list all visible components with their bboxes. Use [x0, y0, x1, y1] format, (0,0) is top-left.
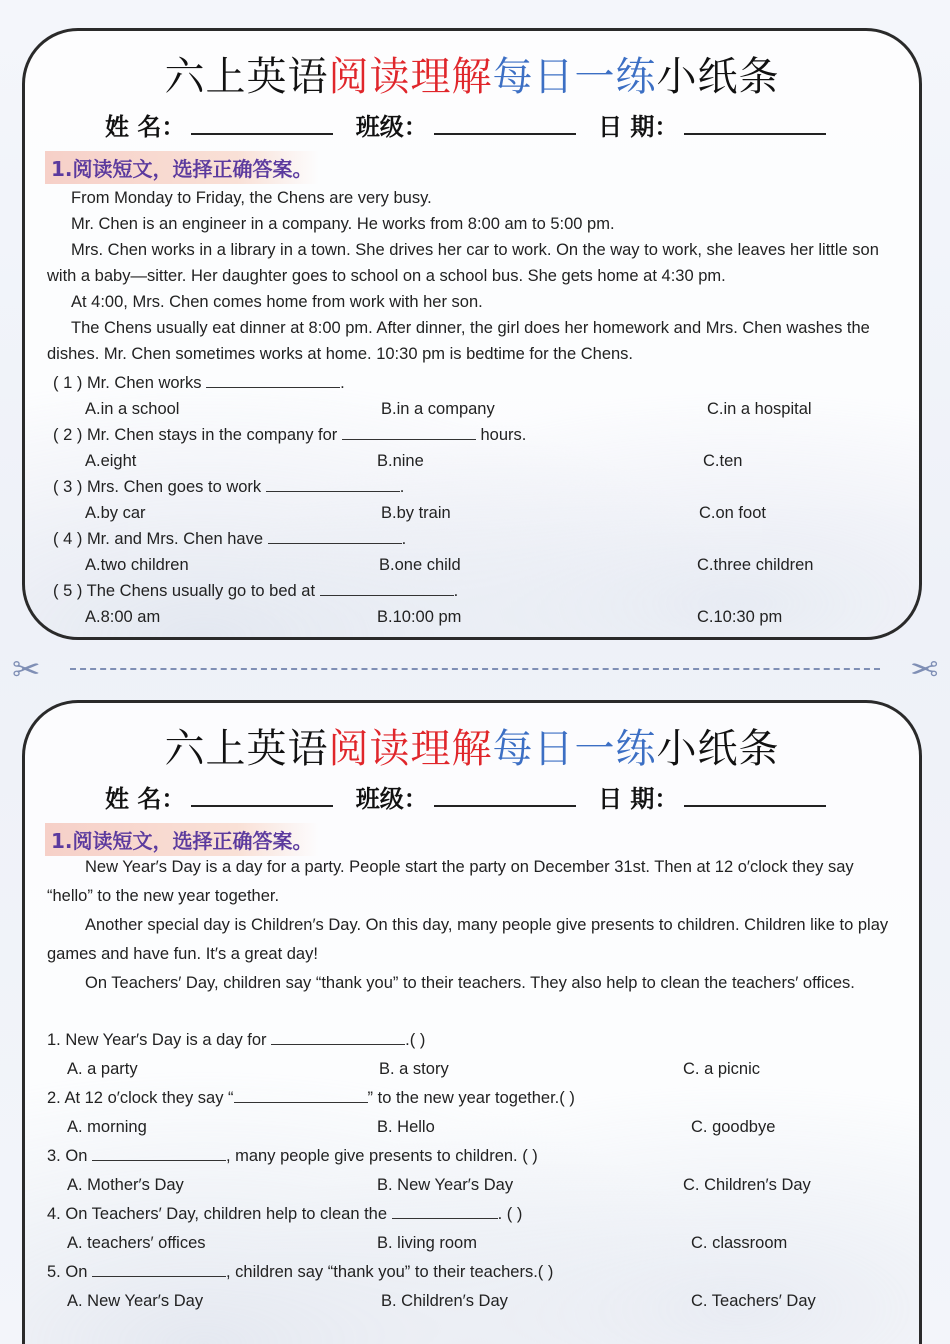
question-stem: New Year′s Day is a day for	[65, 1031, 267, 1049]
question-tail: .( )	[405, 1031, 426, 1049]
date-label: 日 期：	[598, 113, 679, 141]
passage-paragraph: From Monday to Friday, the Chens are very busy.	[71, 189, 432, 207]
option-c[interactable]: C.10:30 pm	[697, 608, 783, 626]
worksheet-card-2	[22, 700, 922, 1344]
options-row	[47, 396, 903, 422]
options-row	[47, 1171, 903, 1200]
options-row	[47, 1055, 903, 1084]
option-c[interactable]: C. classroom	[691, 1234, 788, 1252]
class-label: 班级：	[355, 113, 428, 141]
question-tail: hours.	[480, 426, 527, 444]
options-row	[47, 604, 903, 630]
question-tail: . ( )	[497, 1205, 523, 1223]
question-stem: On	[65, 1263, 88, 1281]
question-row	[47, 1200, 903, 1229]
page-title	[25, 717, 919, 774]
question-row	[47, 1258, 903, 1287]
answer-blank[interactable]	[320, 579, 454, 596]
question-row	[47, 1026, 903, 1055]
option-b[interactable]: B.by train	[381, 504, 451, 522]
title-part-2: 阅读理解	[328, 54, 493, 100]
option-a[interactable]: A. morning	[67, 1118, 147, 1136]
option-c[interactable]: C. Children′s Day	[683, 1176, 811, 1194]
option-c[interactable]: C.on foot	[699, 504, 766, 522]
date-label: 日 期：	[598, 785, 679, 813]
name-label: 姓 名：	[105, 113, 186, 141]
title-part-4: 小纸条	[656, 54, 780, 100]
question-tail: .	[399, 478, 405, 496]
question-number: 3.	[47, 1147, 61, 1165]
option-a[interactable]: A.by car	[85, 504, 146, 522]
class-blank[interactable]	[434, 783, 576, 807]
question-number: 2.	[47, 1089, 61, 1107]
options-row	[47, 552, 903, 578]
question-list	[47, 370, 903, 630]
date-field[interactable]	[598, 779, 826, 814]
answer-blank[interactable]	[92, 1260, 226, 1277]
question-stem: Mrs. Chen goes to work	[86, 478, 262, 496]
option-b[interactable]: B. a story	[379, 1060, 449, 1078]
title-part-1: 六上英语	[164, 726, 329, 772]
answer-blank[interactable]	[342, 423, 476, 440]
passage-paragraph: Another special day is Children′s Day. On this day, many people give presents to children. Children like to play games and have fun. It′s a great day!	[47, 916, 889, 963]
options-row	[47, 1287, 903, 1316]
scissors-right-icon: ✂	[909, 651, 938, 689]
student-info-row	[105, 107, 840, 142]
question-row	[47, 578, 903, 604]
question-stem: On	[65, 1147, 88, 1165]
question-row	[47, 370, 903, 396]
reading-passage	[47, 853, 903, 998]
options-row	[47, 500, 903, 526]
question-stem: At 12 o′clock they say “	[64, 1089, 234, 1107]
passage-paragraph: Mr. Chen is an engineer in a company. He works from 8:00 am to 5:00 pm.	[71, 215, 615, 233]
passage-paragraph: Mrs. Chen works in a library in a town. She drives her car to work. On the way to work, she leaves her little son with a baby—sitter. Her daughter goes to school on a school bus. She gets home at 4:30 pm.	[47, 241, 879, 285]
question-number: 4.	[47, 1205, 61, 1223]
title-part-4: 小纸条	[656, 726, 780, 772]
class-field[interactable]	[356, 107, 576, 142]
option-b[interactable]: B. New Year′s Day	[377, 1176, 514, 1194]
question-number: 5.	[47, 1263, 61, 1281]
option-c[interactable]: C.three children	[697, 556, 814, 574]
question-number: ( 4 )	[53, 530, 83, 548]
question-number: ( 1 )	[53, 374, 83, 392]
option-c[interactable]: C.ten	[703, 452, 743, 470]
option-a[interactable]: A. a party	[67, 1060, 138, 1078]
question-number: 1.	[47, 1031, 61, 1049]
option-a[interactable]: A. teachers′ offices	[67, 1234, 206, 1252]
answer-blank[interactable]	[234, 1086, 368, 1103]
option-b[interactable]: B.10:00 pm	[377, 608, 462, 626]
question-row	[47, 422, 903, 448]
answer-blank[interactable]	[268, 527, 402, 544]
option-a[interactable]: A.two children	[85, 556, 189, 574]
option-b[interactable]: B. Children′s Day	[381, 1292, 508, 1310]
question-number: ( 3 )	[53, 478, 83, 496]
class-blank[interactable]	[434, 111, 576, 135]
title-part-3: 每日一练	[492, 54, 657, 100]
section-heading: 1.阅读短文，选择正确答案。	[45, 151, 319, 184]
date-blank[interactable]	[684, 111, 826, 135]
name-blank[interactable]	[191, 783, 333, 807]
passage-paragraph: At 4:00, Mrs. Chen comes home from work with her son.	[71, 293, 483, 311]
passage-paragraph: New Year′s Day is a day for a party. People start the party on December 31st. Then at 12 o′clock they say “hello” to the new year together.	[47, 858, 854, 905]
name-field[interactable]	[105, 107, 333, 142]
option-a[interactable]: A. Mother′s Day	[67, 1176, 184, 1194]
question-tail: , many people give presents to children. ( )	[225, 1147, 538, 1165]
option-b[interactable]: B.nine	[377, 452, 424, 470]
scissors-left-icon: ✂	[12, 651, 41, 689]
name-field[interactable]	[105, 779, 333, 814]
answer-blank[interactable]	[266, 475, 400, 492]
option-c[interactable]: C. Teachers′ Day	[691, 1292, 816, 1310]
passage-paragraph: The Chens usually eat dinner at 8:00 pm. After dinner, the girl does her homework and Mrs. Chen washes the dishes. Mr. Chen sometimes works at home. 10:30 pm is bedtime for the Chens.	[47, 319, 870, 363]
date-blank[interactable]	[684, 783, 826, 807]
question-tail: .	[340, 374, 345, 392]
answer-blank[interactable]	[206, 371, 340, 388]
question-stem: The Chens usually go to bed at	[86, 582, 316, 600]
question-row	[47, 474, 903, 500]
option-a[interactable]: A.8:00 am	[85, 608, 161, 626]
answer-blank[interactable]	[92, 1144, 226, 1161]
name-blank[interactable]	[191, 111, 333, 135]
title-part-1: 六上英语	[164, 54, 329, 100]
question-tail: .	[453, 582, 459, 600]
question-list	[47, 1026, 903, 1316]
worksheet-card-1	[22, 28, 922, 640]
student-info-row	[105, 779, 840, 814]
option-a[interactable]: A.in a school	[85, 400, 180, 418]
options-row	[47, 1113, 903, 1142]
question-tail: , children say “thank you” to their teachers.( )	[225, 1263, 554, 1281]
question-number: ( 2 )	[53, 426, 83, 444]
name-label: 姓 名：	[105, 785, 186, 813]
question-stem: On Teachers′ Day, children help to clean the	[65, 1205, 388, 1223]
option-c[interactable]: C. a picnic	[683, 1060, 761, 1078]
answer-blank[interactable]	[271, 1028, 405, 1045]
option-b[interactable]: B. living room	[377, 1234, 477, 1252]
question-tail: .	[401, 530, 407, 548]
option-c[interactable]: C. goodbye	[691, 1118, 776, 1136]
question-number: ( 5 )	[53, 582, 83, 600]
class-label: 班级：	[355, 785, 428, 813]
cut-line-divider	[70, 668, 880, 670]
option-a[interactable]: A. New Year′s Day	[67, 1292, 204, 1310]
date-field[interactable]	[598, 107, 826, 142]
question-tail: ” to the new year together.( )	[367, 1089, 575, 1107]
section-heading: 1.阅读短文，选择正确答案。	[45, 823, 319, 856]
page-title	[25, 45, 919, 102]
title-part-2: 阅读理解	[328, 726, 493, 772]
option-b[interactable]: B.in a company	[381, 400, 495, 418]
question-row	[47, 526, 903, 552]
option-b[interactable]: B. Hello	[377, 1118, 435, 1136]
question-stem: Mr. Chen stays in the company for	[86, 426, 338, 444]
option-b[interactable]: B.one child	[379, 556, 461, 574]
options-row	[47, 1229, 903, 1258]
question-stem: Mr. and Mrs. Chen have	[86, 530, 264, 548]
question-stem: Mr. Chen works	[86, 374, 202, 392]
reading-passage	[47, 185, 903, 367]
class-field[interactable]	[356, 779, 576, 814]
options-row	[47, 448, 903, 474]
question-row	[47, 1142, 903, 1171]
question-row	[47, 1084, 903, 1113]
option-c[interactable]: C.in a hospital	[707, 400, 812, 418]
passage-paragraph: On Teachers′ Day, children say “thank you” to their teachers. They also help to clean the teachers′ offices.	[85, 974, 855, 992]
answer-blank[interactable]	[392, 1202, 498, 1219]
option-a[interactable]: A.eight	[85, 452, 137, 470]
title-part-3: 每日一练	[492, 726, 657, 772]
